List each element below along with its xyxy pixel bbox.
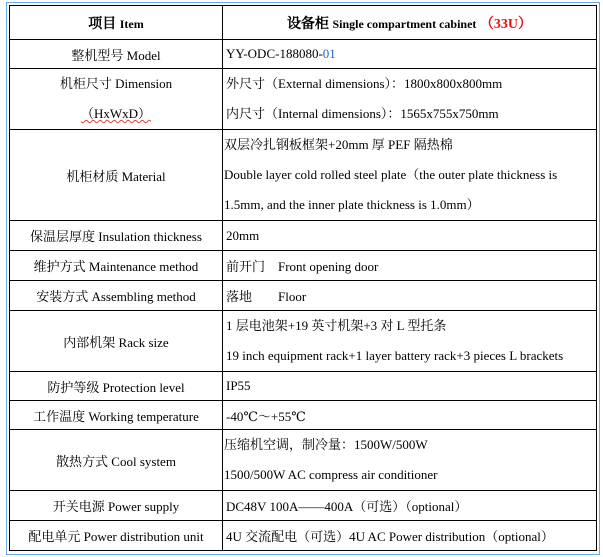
table-row (10, 281, 597, 311)
table-row (10, 372, 597, 401)
table-row (10, 401, 597, 430)
row-value: YY-ODC-188080-01 (223, 40, 597, 69)
row-label: 整机型号 Model (10, 40, 223, 69)
row-label: 工作温度 Working temperature (10, 401, 223, 430)
table-row (10, 40, 597, 69)
row-value: -40℃～+55℃ (223, 401, 597, 430)
row-label: 保温层厚度 Insulation thickness (10, 221, 223, 251)
table-row (10, 491, 597, 521)
row-label-sub: （HxWxD） (80, 106, 152, 121)
row-label: 维护方式 Maintenance method (10, 251, 223, 281)
row-value: 4U 交流配电（可选）4U AC Power distribution（optional） (223, 521, 597, 551)
table-row (10, 221, 597, 251)
row-value: 落地 Floor (223, 281, 597, 311)
row-value: 20mm (223, 221, 597, 251)
row-value: 前开门 Front opening door (223, 251, 597, 281)
table-row (10, 130, 597, 221)
row-label: 机柜尺寸 Dimension （HxWxD） (10, 69, 223, 130)
row-label: 机柜材质 Material (10, 130, 223, 221)
spec-table (9, 5, 597, 551)
table-header-row (10, 6, 597, 40)
row-value: DC48V 100A——400A（可选）（optional） (223, 491, 597, 521)
header-cabinet-en: Single compartment cabinet (332, 16, 477, 31)
row-value: 双层冷扎钢板框架+20mm 厚 PEF 隔热棉 Double layer cold rolled steel plate（the outer plate thickness is 1.5mm, and the inner plate thickness is 1.0mm） (223, 130, 597, 221)
header-item (10, 6, 223, 40)
row-label: 内部机架 Rack size (10, 311, 223, 372)
row-value: IP55 (223, 372, 597, 401)
row-label: 开关电源 Power supply (10, 491, 223, 521)
row-label: 防护等级 Protection level (10, 372, 223, 401)
row-value: 压缩机空调，制冷量：1500W/500W 1500/500W AC compress air conditioner (223, 430, 597, 491)
row-label: 散热方式 Cool system (10, 430, 223, 491)
row-value: 1 层电池架+19 英寸机架+3 对 L 型托条 19 inch equipment rack+1 layer battery rack+3 pieces L brackets (223, 311, 597, 372)
table-row (10, 251, 597, 281)
header-item-en: Item (119, 16, 144, 31)
table-row (10, 69, 597, 130)
table-row (10, 430, 597, 491)
header-item-cn: 项目 (88, 16, 117, 32)
header-cabinet-tag: （33U） (479, 16, 533, 32)
table-row (10, 521, 597, 551)
row-label: 安装方式 Assembling method (10, 281, 223, 311)
table-row (10, 311, 597, 372)
model-suffix: 01 (322, 46, 336, 61)
row-value: 外尺寸（External dimensions）：1800x800x800mm 内尺寸（Internal dimensions）：1565x755x750mm (223, 69, 597, 130)
header-cabinet-cn: 设备柜 (286, 16, 329, 32)
header-cabinet (223, 6, 597, 40)
row-label: 配电单元 Power distribution unit (10, 521, 223, 551)
